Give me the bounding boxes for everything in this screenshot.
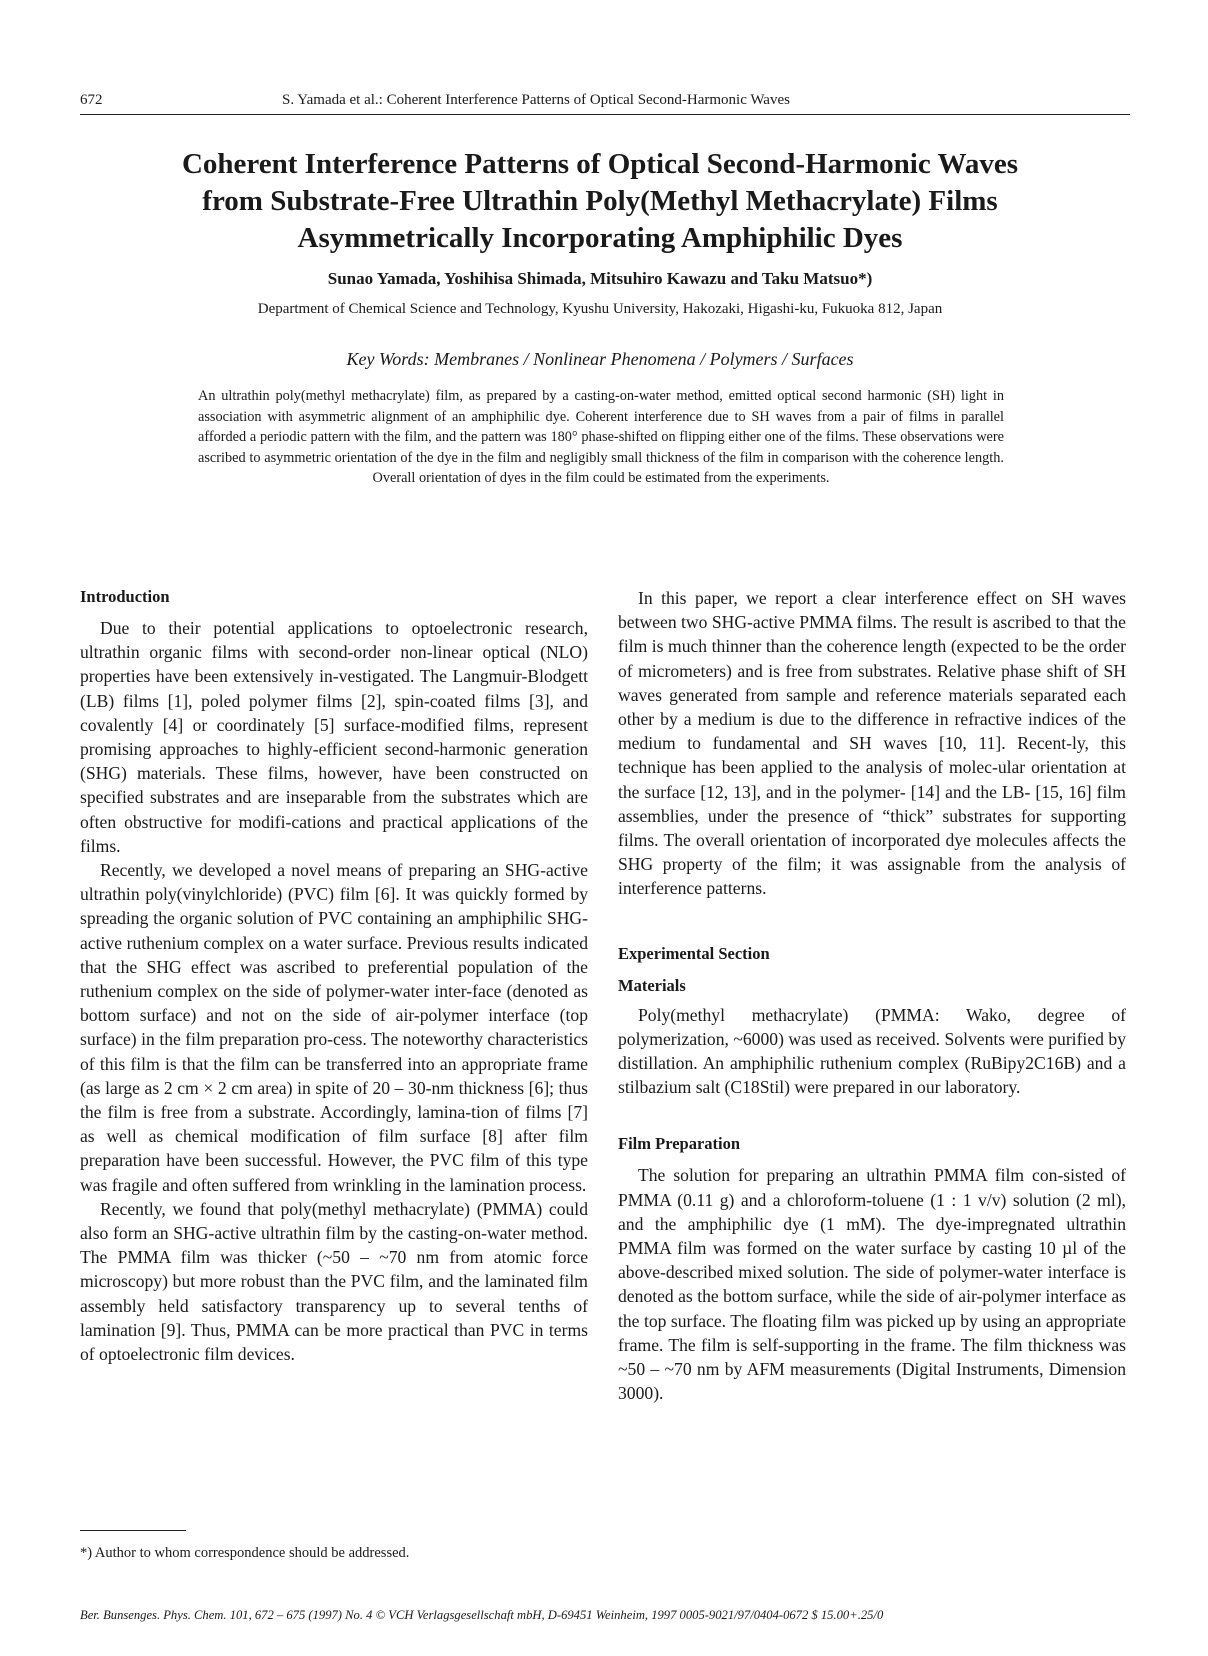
right-column xyxy=(618,586,1126,1405)
article-title xyxy=(100,146,1100,257)
author-list: Sunao Yamada, Yoshihisa Shimada, Mitsuhiro Kawazu and Taku Matsuo*) xyxy=(327,269,873,288)
title-line: from Substrate-Free Ultrathin Poly(Methyl Methacrylate) Films xyxy=(202,185,998,217)
affiliation: Department of Chemical Science and Technology, Kyushu University, Hakozaki, Higashi-ku, Fukuoka 812, Japan xyxy=(257,301,943,317)
running-title: S. Yamada et al.: Coherent Interference Patterns of Optical Second-Harmonic Waves xyxy=(282,92,790,108)
experimental-section-heading: Experimental Section xyxy=(618,943,770,963)
keywords: Key Words: Membranes / Nonlinear Phenomena / Polymers / Surfaces xyxy=(346,349,854,369)
title-line: Coherent Interference Patterns of Optical Second-Harmonic Waves xyxy=(181,148,1018,180)
body-paragraph: Recently, we found that poly(methyl methacrylate) (PMMA) could also form an SHG-active ultrathin film by the casting-on-water method. The PMMA film was thicker (~50 – ~70 nm from atomic force microscopy) but more robust than the PVC film, and the laminated film assembly held satisfactory transparency up to several tenths of lamination [9]. Thus, PMMA can be more practical than PVC in terms of optoelectronic film devices. xyxy=(80,1198,588,1365)
body-paragraph: Due to their potential applications to optoelectronic research, ultrathin organic films with second-order non-linear optical (NLO) properties have been extensively in-vestigated. The Langmuir-Blodgett (LB) films [1], poled polymer films [2], spin-coated films [3], and covalently [4] or coordinately [5] surface-modified films, represent promising approaches to highly-efficient second-harmonic generation (SHG) materials. These films, however, have been constructed on specified substrates and are inseparable from the substrates which are often obstructive for modifi-cations and practical applications of the films. xyxy=(80,618,588,856)
introduction-heading: Introduction xyxy=(80,587,170,606)
materials-heading: Materials xyxy=(618,975,686,995)
body-paragraph: Poly(methyl methacrylate) (PMMA: Wako, degree of polymerization, ~6000) was used as received. Solvents were purified by distillation. An amphiphilic ruthenium complex (RuBipy2C16B) and a stilbazium salt (C18Stil) were prepared in our laboratory. xyxy=(618,1004,1126,1098)
body-paragraph: The solution for preparing an ultrathin PMMA film con-sisted of PMMA (0.11 g) and a chloroform-toluene (1 : 1 v/v) solution (2 ml), and the amphiphilic dye (1 mM). The dye-impregnated ultrathin PMMA film was formed on the water surface by casting 10 µl of the above-described mixed solution. The side of polymer-water interface is denoted as the bottom surface, while the side of air-polymer interface as the top surface. The floating film was picked up by using an appropriate frame. The film is self-supporting in the frame. The film thickness was ~50 – ~70 nm by AFM measurements (Digital Instruments, Dimension 3000). xyxy=(618,1165,1126,1404)
film-preparation-heading: Film Preparation xyxy=(618,1134,741,1154)
title-line: Asymmetrically Incorporating Amphiphilic Dyes xyxy=(297,222,903,254)
body-paragraph: In this paper, we report a clear interference effect on SH waves between two SHG-active PMMA films. The result is ascribed to that the film is much thinner than the coherence length (expected to be the order of micrometers) and is free from substrates. Relative phase shift of SH waves generated from sample and reference materials separated each other by a medium is due to the difference in refractive indices of the medium to fundamental and SH waves [10, 11]. Recent-ly, this technique has been applied to the analysis of molec-ular orientation at the surface [12, 13], and in the polymer- [14] and the LB- [15, 16] film assemblies, under the presence of “thick” substrates for supporting films. The overall orientation of incorporated dye molecules affects the SHG property of the film; it was assignable from the analysis of interference patterns. xyxy=(618,588,1126,899)
footnote: *) Author to whom correspondence should be addressed. xyxy=(80,1545,410,1561)
left-column xyxy=(80,586,588,1366)
body-paragraph: Recently, we developed a novel means of preparing an SHG-active ultrathin poly(vinylchloride) (PVC) film [6]. It was quickly formed by spreading the organic solution of PVC containing an amphiphilic SHG-active ruthenium complex on a water surface. Previous results indicated that the SHG effect was ascribed to preferential population of the ruthenium complex on the side of polymer-water inter-face (denoted as bottom surface) and not on the side of air-polymer interface (top surface) in the film preparation pro-cess. The noteworthy characteristics of this film is that the film can be transferred into an appropriate frame (as large as 2 cm × 2 cm area) in spite of 20 – 30-nm thickness [6]; thus the film is free from a substrate. Accordingly, lamina-tion of films [7] as well as chemical modification of film surface [8] after film preparation have been successful. However, the PVC film of this type was fragile and often suffered from wrinkling in the lamination process. xyxy=(80,860,588,1195)
running-header xyxy=(80,92,1130,115)
footnote-rule xyxy=(80,1530,186,1531)
page-number: 672 xyxy=(80,92,103,108)
abstract: An ultrathin poly(methyl methacrylate) film, as prepared by a casting-on-water method, emitted optical second harmonic (SH) light in association with asymmetric alignment of an amphiphilic dye. Coherent interference due to SH waves from a pair of films in parallel afforded a periodic pattern with the film, and the pattern was 180° phase-shifted on flipping either one of the films. These observations were ascribed to asymmetric orientation of the dye in the film and negligibly small thickness of the film in comparison with the coherence length. Overall orientation of dyes in the film could be estimated from the experiments. xyxy=(198,388,1004,486)
journal-footer: Ber. Bunsenges. Phys. Chem. 101, 672 – 675 (1997) No. 4 © VCH Verlagsgesellschaft mbH, D-69451 Weinheim, 1997 0005-9021/97/0404-0672 $ 15.00+.25/0 xyxy=(80,1608,884,1622)
